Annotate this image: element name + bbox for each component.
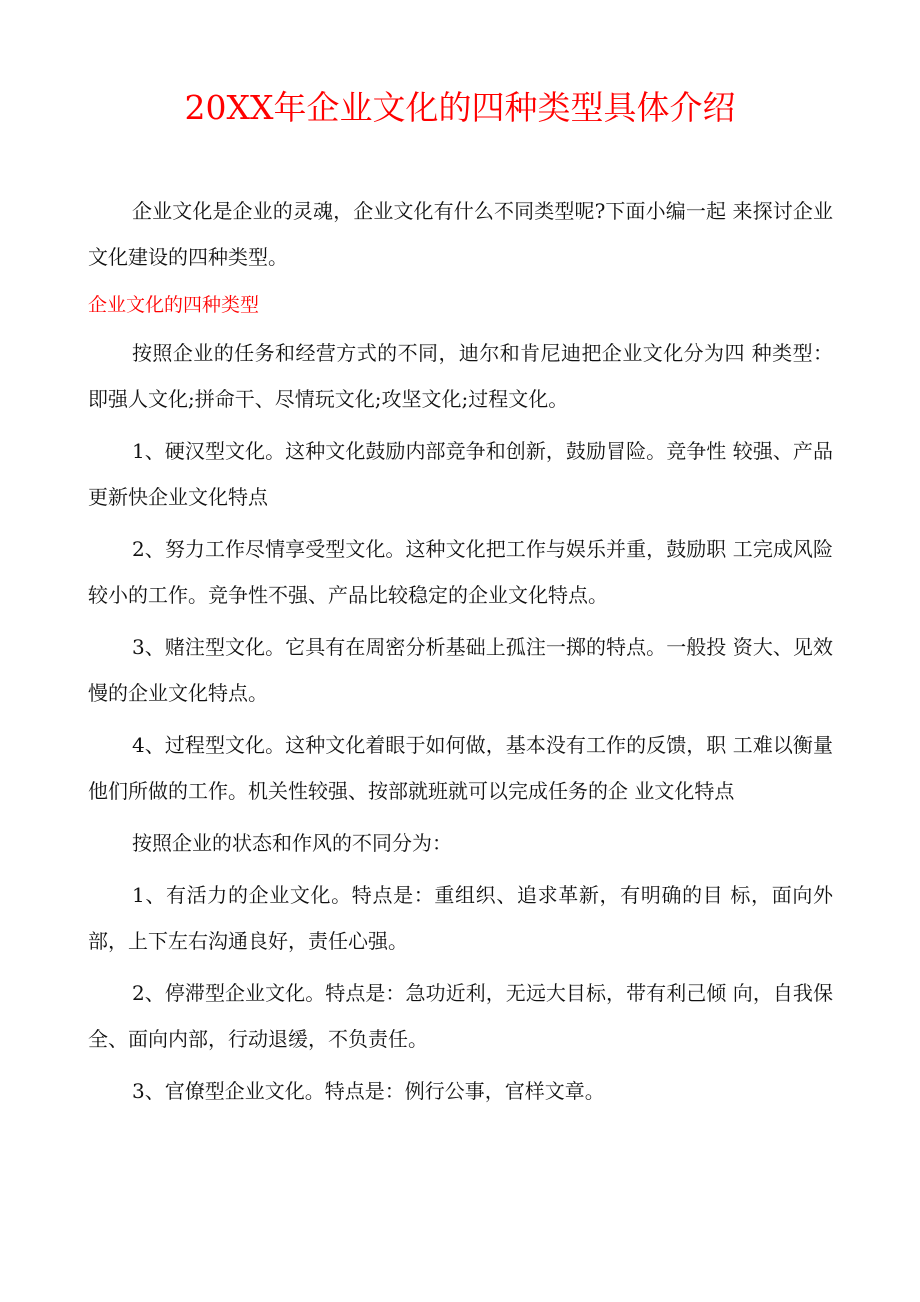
document-body bbox=[88, 188, 833, 1120]
type-1-paragraph: 1、硬汉型文化。这种文化鼓励内部竞争和创新，鼓励冒险。竞争性 较强、产品更新快企业文化特点 bbox=[88, 439, 833, 509]
stagnant-culture-paragraph: 2、停滞型企业文化。特点是：急功近利，无远大目标，带有利己倾 向，自我保全、面向内部，行动退缓，不负责任。 bbox=[88, 981, 833, 1051]
page-title: 20XX年企业文化的四种类型具体介绍 bbox=[184, 88, 736, 127]
active-culture-paragraph: 1、有活力的企业文化。特点是：重组织、追求革新，有明确的目 标，面向外部，上下左右沟通良好，责任心强。 bbox=[88, 883, 833, 953]
type-3-paragraph: 3、赌注型文化。它具有在周密分析基础上孤注一掷的特点。一般投 资大、见效慢的企业文化特点。 bbox=[88, 635, 833, 705]
type-4-paragraph: 4、过程型文化。这种文化着眼于如何做，基本没有工作的反馈，职 工难以衡量他们所做的工作。机关性较强、按部就班就可以完成任务的企 业文化特点 bbox=[88, 733, 833, 803]
type-2-paragraph: 2、努力工作尽情享受型文化。这种文化把工作与娱乐并重，鼓励职 工完成风险较小的工作。竞争性不强、产品比较稳定的企业文化特点。 bbox=[88, 537, 833, 607]
bureaucratic-culture-paragraph: 3、官僚型企业文化。特点是：例行公事，官样文章。 bbox=[132, 1079, 605, 1103]
types-overview-paragraph: 按照企业的任务和经营方式的不同，迪尔和肯尼迪把企业文化分为四 种类型：即强人文化;拼命干、尽情玩文化;攻坚文化;过程文化。 bbox=[88, 341, 833, 411]
state-style-intro-paragraph: 按照企业的状态和作风的不同分为： bbox=[132, 831, 452, 855]
section-heading: 企业文化的四种类型 bbox=[88, 294, 260, 316]
intro-paragraph: 企业文化是企业的灵魂，企业文化有什么不同类型呢?下面小编一起 来探讨企业文化建设的四种类型。 bbox=[88, 199, 833, 269]
